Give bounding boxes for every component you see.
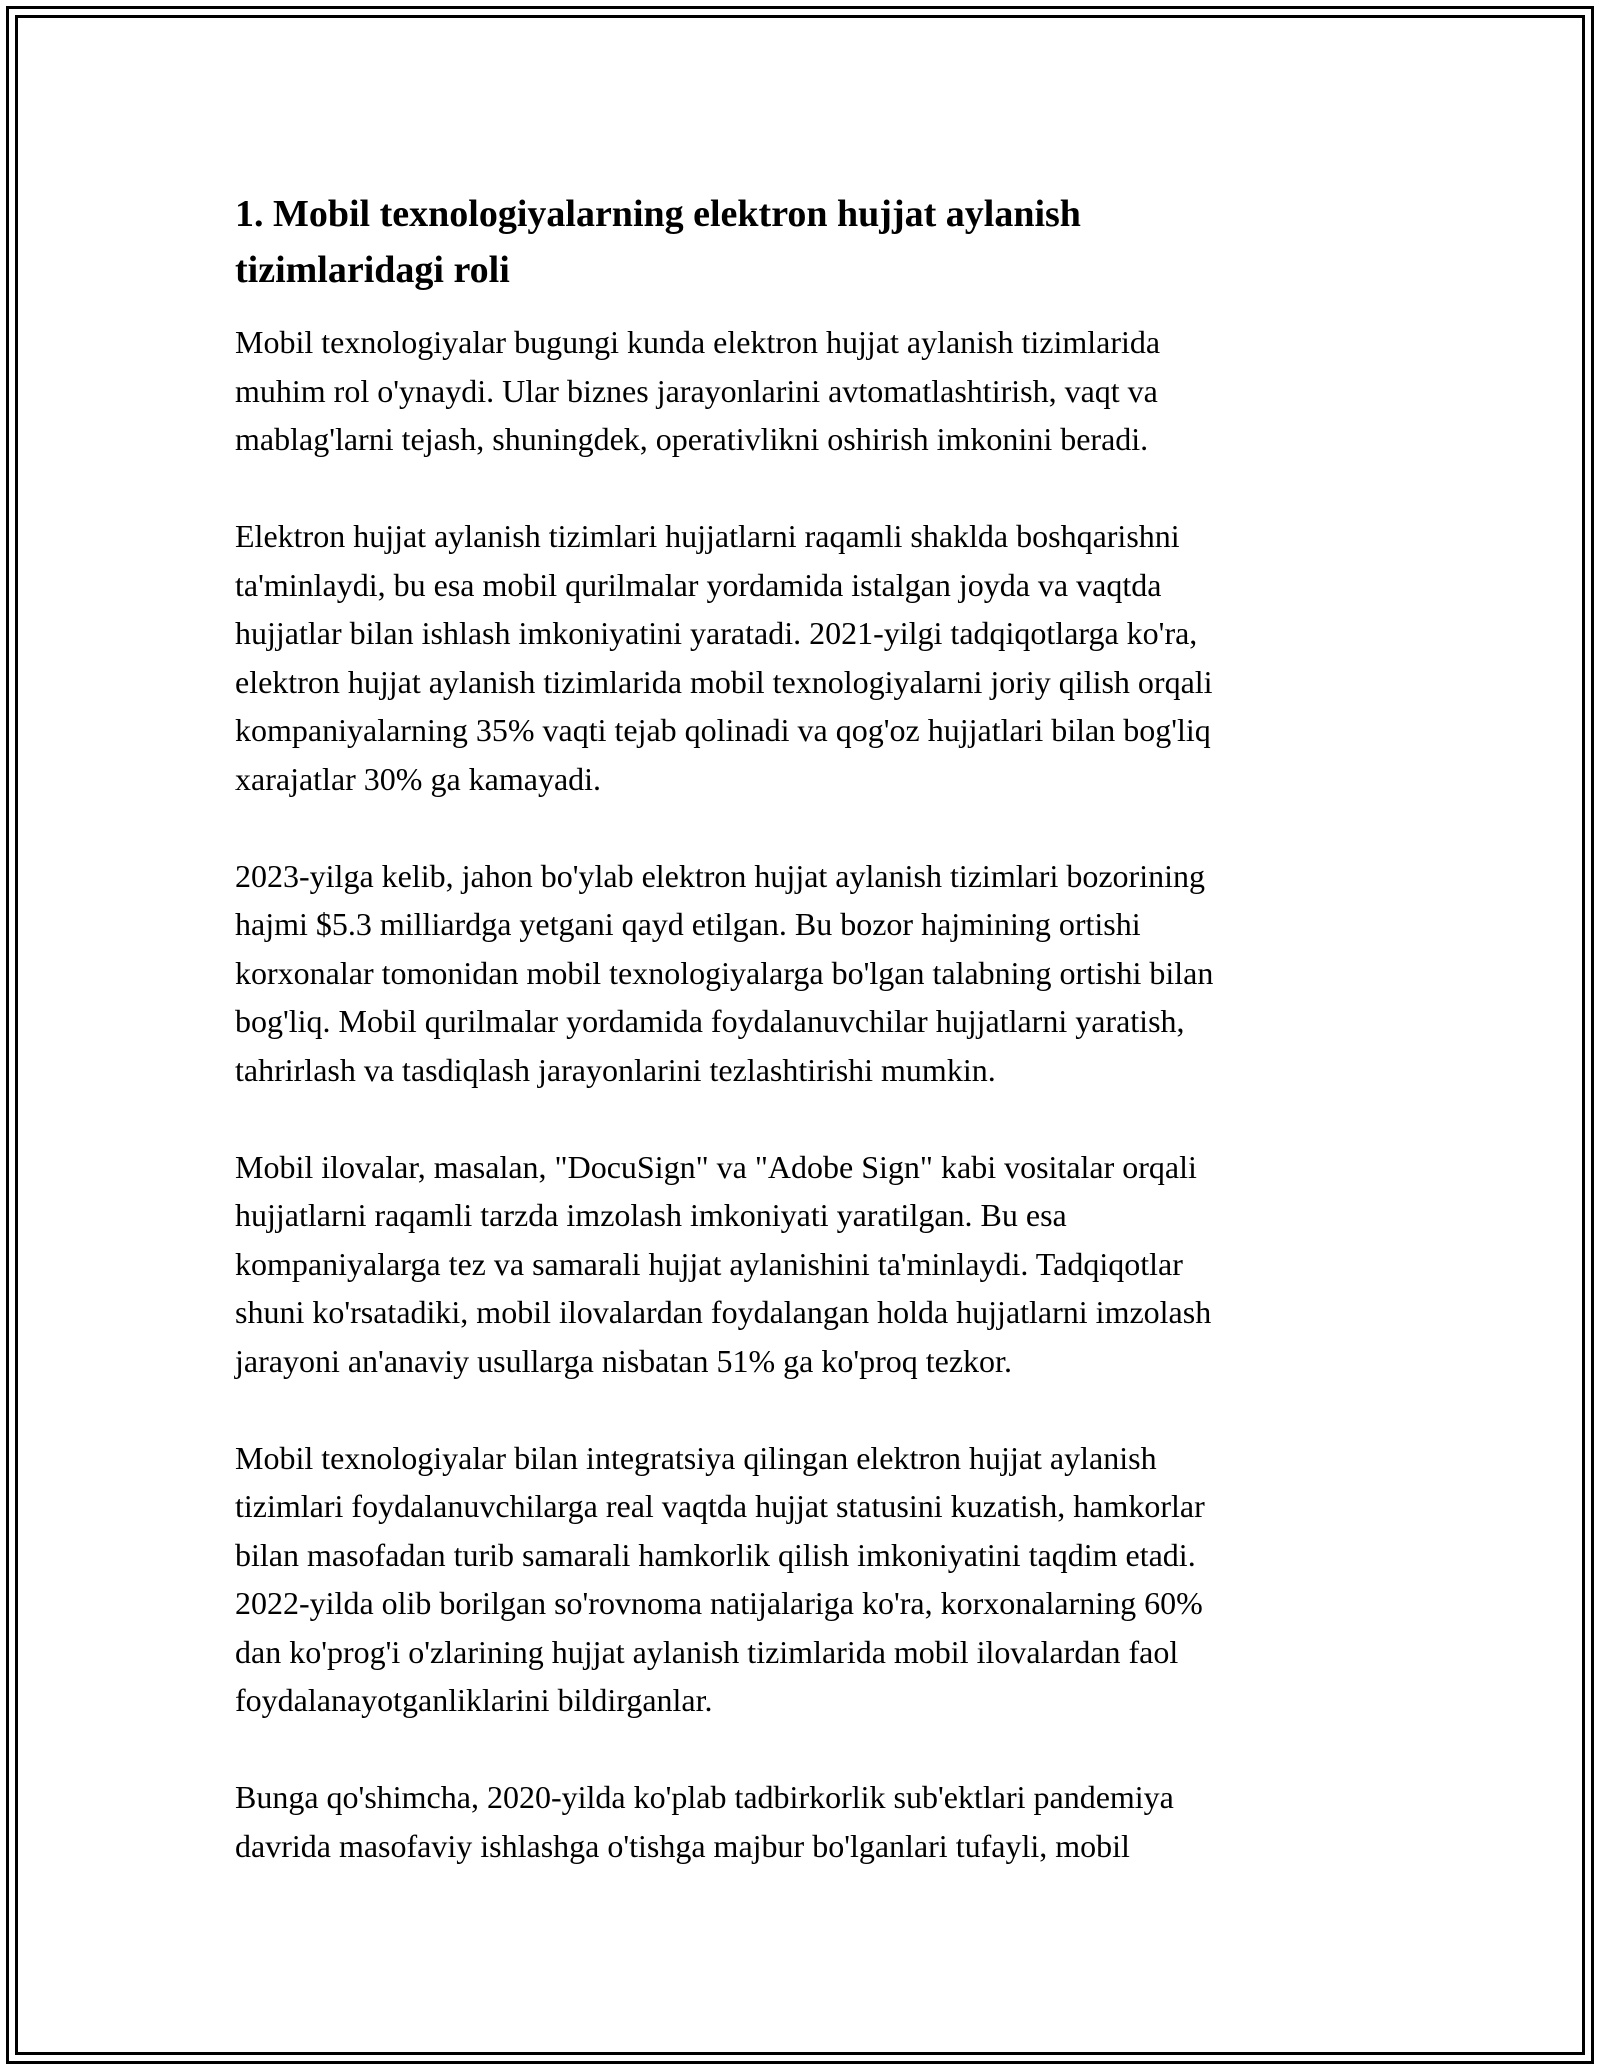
paragraph-line: hujjatlarni raqamli tarzda imzolash imkoniyati yaratilgan. Bu esa bbox=[235, 1197, 1067, 1233]
paragraph-line: foydalanayotganliklarini bildirganlar. bbox=[235, 1682, 713, 1718]
paragraph-line: hajmi $5.3 milliardga yetgani qayd etilgan. Bu bozor hajmining ortishi bbox=[235, 906, 1141, 942]
paragraph-line: shuni ko'rsatadiki, mobil ilovalardan foydalangan holda hujjatlarni imzolash bbox=[235, 1294, 1212, 1330]
paragraph-line: elektron hujjat aylanish tizimlarida mobil texnologiyalarni joriy qilish orqali bbox=[235, 663, 1213, 700]
section-title-line: tizimlaridagi roli bbox=[235, 249, 510, 291]
paragraph-line: mablag'larni tejash, shuningdek, operativlikni oshirish imkonini beradi. bbox=[235, 421, 1149, 457]
section-title-line: 1. Mobil texnologiyalarning elektron hujjat aylanish bbox=[235, 193, 1081, 235]
section-title bbox=[235, 186, 1375, 298]
paragraph-line: tizimlari foydalanuvchilarga real vaqtda hujjat statusini kuzatish, hamkorlar bbox=[235, 1488, 1205, 1524]
paragraph-line: kompaniyalarga tez va samarali hujjat aylanishini ta'minlaydi. Tadqiqotlar bbox=[235, 1245, 1183, 1282]
paragraph-line: Mobil texnologiyalar bugungi kunda elektron hujjat aylanish tizimlarida bbox=[235, 324, 1161, 360]
paragraph-line: 2023-yilga kelib, jahon bo'ylab elektron hujjat aylanish tizimlari bozorining bbox=[235, 857, 1205, 894]
paragraph-line: davrida masofaviy ishlashga o'tishga majbur bo'lganlari tufayli, mobil bbox=[235, 1827, 1130, 1864]
paragraph-line: Mobil ilovalar, masalan, "DocuSign" va "Adobe Sign" kabi vositalar orqali bbox=[235, 1148, 1197, 1185]
paragraph-line: Elektron hujjat aylanish tizimlari hujjatlarni raqamli shaklda boshqarishni bbox=[235, 518, 1180, 554]
paragraph-line: Bunga qo'shimcha, 2020-yilda ko'plab tadbirkorlik sub'ektlari pandemiya bbox=[235, 1779, 1174, 1815]
paragraph-line: tahrirlash va tasdiqlash jarayonlarini tezlashtirishi mumkin. bbox=[235, 1051, 996, 1088]
paragraph bbox=[235, 852, 1375, 1095]
paragraph bbox=[235, 1434, 1375, 1725]
paragraph-line: muhim rol o'ynaydi. Ular biznes jarayonlarini avtomatlashtirish, vaqt va bbox=[235, 372, 1158, 409]
paragraph-line: 2022-yilda olib borilgan so'rovnoma natijalariga ko'ra, korxonalarning 60% bbox=[235, 1585, 1203, 1621]
paragraph-line: bilan masofadan turib samarali hamkorlik qilish imkoniyatini taqdim etadi. bbox=[235, 1536, 1196, 1573]
paragraph bbox=[235, 512, 1375, 803]
paragraph-line: bog'liq. Mobil qurilmalar yordamida foydalanuvchilar hujjatlarni yaratish, bbox=[235, 1003, 1185, 1039]
document-body bbox=[235, 186, 1375, 1919]
paragraph-line: hujjatlar bilan ishlash imkoniyatini yaratadi. 2021-yilgi tadqiqotlarga ko'ra, bbox=[235, 615, 1198, 651]
paragraph-line: kompaniyalarning 35% vaqti tejab qolinadi va qog'oz hujjatlari bilan bog'liq bbox=[235, 712, 1211, 748]
paragraph-line: xarajatlar 30% ga kamayadi. bbox=[235, 760, 602, 797]
paragraph bbox=[235, 318, 1375, 464]
paragraph bbox=[235, 1143, 1375, 1386]
paragraph-line: korxonalar tomonidan mobil texnologiyalarga bo'lgan talabning ortishi bilan bbox=[235, 954, 1214, 991]
paragraph bbox=[235, 1773, 1375, 1870]
paragraph-line: dan ko'prog'i o'zlarining hujjat aylanish tizimlarida mobil ilovalardan faol bbox=[235, 1633, 1179, 1670]
paragraph-line: Mobil texnologiyalar bilan integratsiya qilingan elektron hujjat aylanish bbox=[235, 1439, 1157, 1476]
paragraph-line: jarayoni an'anaviy usullarga nisbatan 51% ga ko'proq tezkor. bbox=[235, 1342, 1012, 1379]
paragraph-line: ta'minlaydi, bu esa mobil qurilmalar yordamida istalgan joyda va vaqtda bbox=[235, 566, 1162, 603]
